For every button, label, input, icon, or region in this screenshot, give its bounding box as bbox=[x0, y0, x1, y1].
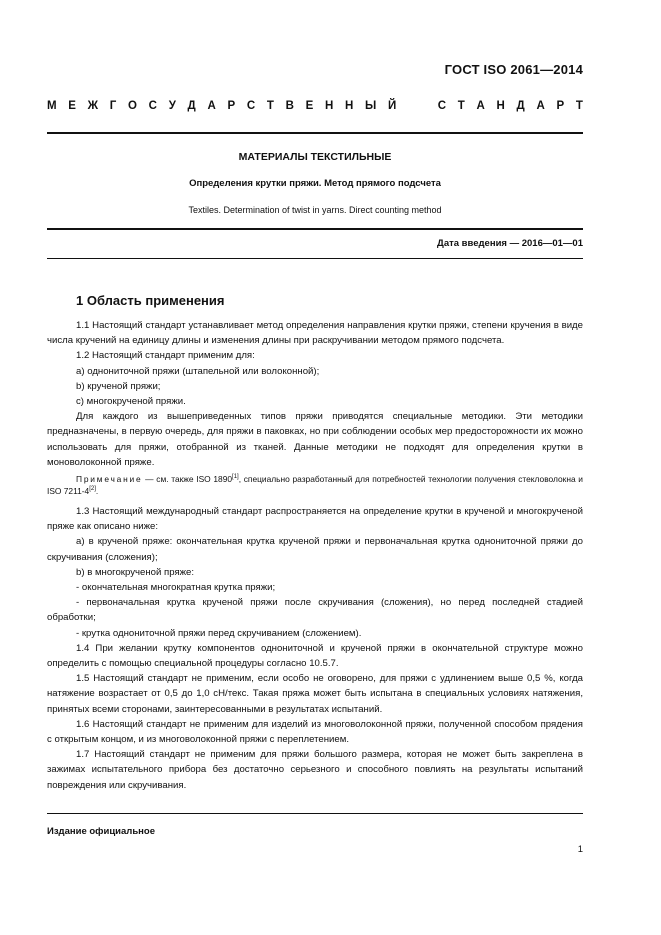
document-body bbox=[47, 318, 583, 793]
heading-letter: В bbox=[285, 100, 294, 112]
heading-letter: Т bbox=[575, 100, 583, 112]
heading-letter: Г bbox=[109, 100, 117, 112]
heading-letter: Д bbox=[516, 100, 525, 112]
paragraph-1-7: 1.7 Настоящий стандарт не применим для пряжи большого размера, которая не может быть закреплена в зажимах испытательного прибора без достаточно серьезного и способного повлиять на результаты испытаний повреждения или скручивания. bbox=[47, 749, 583, 791]
heading-letter: А bbox=[476, 100, 485, 112]
note-reference-1: [1] bbox=[232, 474, 239, 481]
introduction-date: Дата введения — 2016—01—01 bbox=[437, 238, 583, 249]
list-item-c: c) многокрученой пряжи. bbox=[76, 396, 186, 408]
paragraph-1-6: 1.6 Настоящий стандарт не применим для изделий из многоволоконной пряжи, полученной способом прядения с открытым концом, и из многоволоконной пряжи с переплетением. bbox=[47, 718, 583, 746]
note-text-3: . bbox=[95, 486, 99, 497]
heading-letter: Ж bbox=[87, 100, 99, 112]
heading-letter: Р bbox=[556, 100, 565, 112]
heading-letter: А bbox=[536, 100, 545, 112]
section-title: 1 Область применения bbox=[76, 293, 225, 308]
standard-category-heading bbox=[47, 100, 583, 114]
list-item-a: a) однониточной пряжи (штапельной или волоконной); bbox=[76, 365, 320, 377]
header-rule-top bbox=[47, 132, 583, 134]
date-rule bbox=[47, 258, 583, 259]
heading-letter: Т bbox=[266, 100, 274, 112]
paragraph-1-5: 1.5 Настоящий стандарт не применим, если особо не оговорено, для пряжи с удлинением выше 0,5 %, когда натяжение возрастает от 0,5 до 1,0 сН/текс. Такая пряжа может быть испытана в специальных условиях натяжения, принятых всеми сторонами, заинтересованными в результатах испытаний. bbox=[47, 673, 583, 715]
heading-letter bbox=[423, 100, 426, 114]
heading-letter: Н bbox=[345, 100, 354, 112]
edition-label: Издание официальное bbox=[47, 826, 155, 837]
note bbox=[47, 473, 583, 497]
heading-letter: Т bbox=[457, 100, 465, 112]
heading-letter: У bbox=[168, 100, 176, 112]
list-item-b: b) крученой пряжи; bbox=[76, 380, 161, 392]
paragraph-1-3: 1.3 Настоящий международный стандарт распространяется на определение крутки в крученой и многокрученой пряже как описано ниже: bbox=[47, 506, 583, 533]
heading-letter: Ы bbox=[365, 100, 377, 112]
heading-letter: Й bbox=[387, 100, 397, 112]
document-title: МАТЕРИАЛЫ ТЕКСТИЛЬНЫЕ bbox=[238, 151, 392, 163]
header-rule-bottom bbox=[47, 228, 583, 230]
heading-letter bbox=[408, 100, 411, 114]
english-title: Textiles. Determination of twist in yarns. Direct counting method bbox=[188, 205, 442, 215]
heading-letter: Р bbox=[227, 100, 236, 112]
heading-letter: М bbox=[47, 100, 57, 112]
paragraph-1-2-methods: Для каждого из вышеприведенных типов пряжи приводятся специальные методики. Эти методики предназначены, в первую очередь, для пряжи в паковках, но при соблюдении особых мер предосторожности их можно использовать для пряжи, отобранной из тканей. Данные методики не подходят для определения крутки в моноволоконной пряже. bbox=[47, 411, 583, 468]
heading-letter: Е bbox=[305, 100, 314, 112]
note-label: Примечание bbox=[76, 474, 143, 485]
heading-letter: С bbox=[148, 100, 157, 112]
heading-letter: О bbox=[128, 100, 137, 112]
list-item-1-3-a: a) в крученой пряже: окончательная крутка крученой пряжи и первоначальная крутка однониточной пряжи до скручивания (сложения); bbox=[47, 536, 583, 563]
heading-letter: С bbox=[246, 100, 256, 112]
page-number: 1 bbox=[577, 844, 583, 855]
paragraph-1-2: 1.2 Настоящий стандарт применим для: bbox=[76, 350, 255, 362]
heading-letter: С bbox=[437, 100, 447, 112]
heading-letter: А bbox=[207, 100, 216, 112]
standard-code: ГОСТ ISO 2061—2014 bbox=[444, 62, 583, 77]
list-item-1-3-b: b) в многокрученой пряже: bbox=[76, 566, 195, 578]
heading-letter: Н bbox=[496, 100, 505, 112]
paragraph-1-4: 1.4 При желании крутку компонентов однониточной и крученой пряжи в окончательной структуре можно определить с помощью специальной процедуры согласно 10.5.7. bbox=[47, 642, 583, 670]
document-subtitle: Определения крутки пряжи. Метод прямого подсчета bbox=[189, 178, 441, 189]
note-text-1: — см. также ISO 1890 bbox=[142, 474, 233, 485]
heading-letter: Д bbox=[187, 100, 196, 112]
list-subitem-1: - окончательная многократная крутка пряжи; bbox=[76, 582, 276, 594]
paragraph-1-1: 1.1 Настоящий стандарт устанавливает метод определения направления крутки пряжи, степени кручения в виде числа кручений на единицу длины и изменения длины при раскручивании методом прямого подсчета. bbox=[47, 320, 583, 347]
heading-letter: Е bbox=[68, 100, 76, 112]
footer-rule bbox=[47, 813, 583, 814]
note-reference-2: [2] bbox=[89, 486, 96, 493]
note-text-2: , специально разработанный для потребностей технологии получения стекловолокна и ISO 7211-4 bbox=[47, 474, 583, 497]
list-subitem-2: - первоначальная крутка крученой пряжи после скручивания (сложения), но перед последней стадией обработки; bbox=[47, 597, 583, 624]
heading-letter: Н bbox=[324, 100, 334, 112]
list-subitem-3: - крутка однониточной пряжи перед скручиванием (сложением). bbox=[76, 627, 362, 639]
